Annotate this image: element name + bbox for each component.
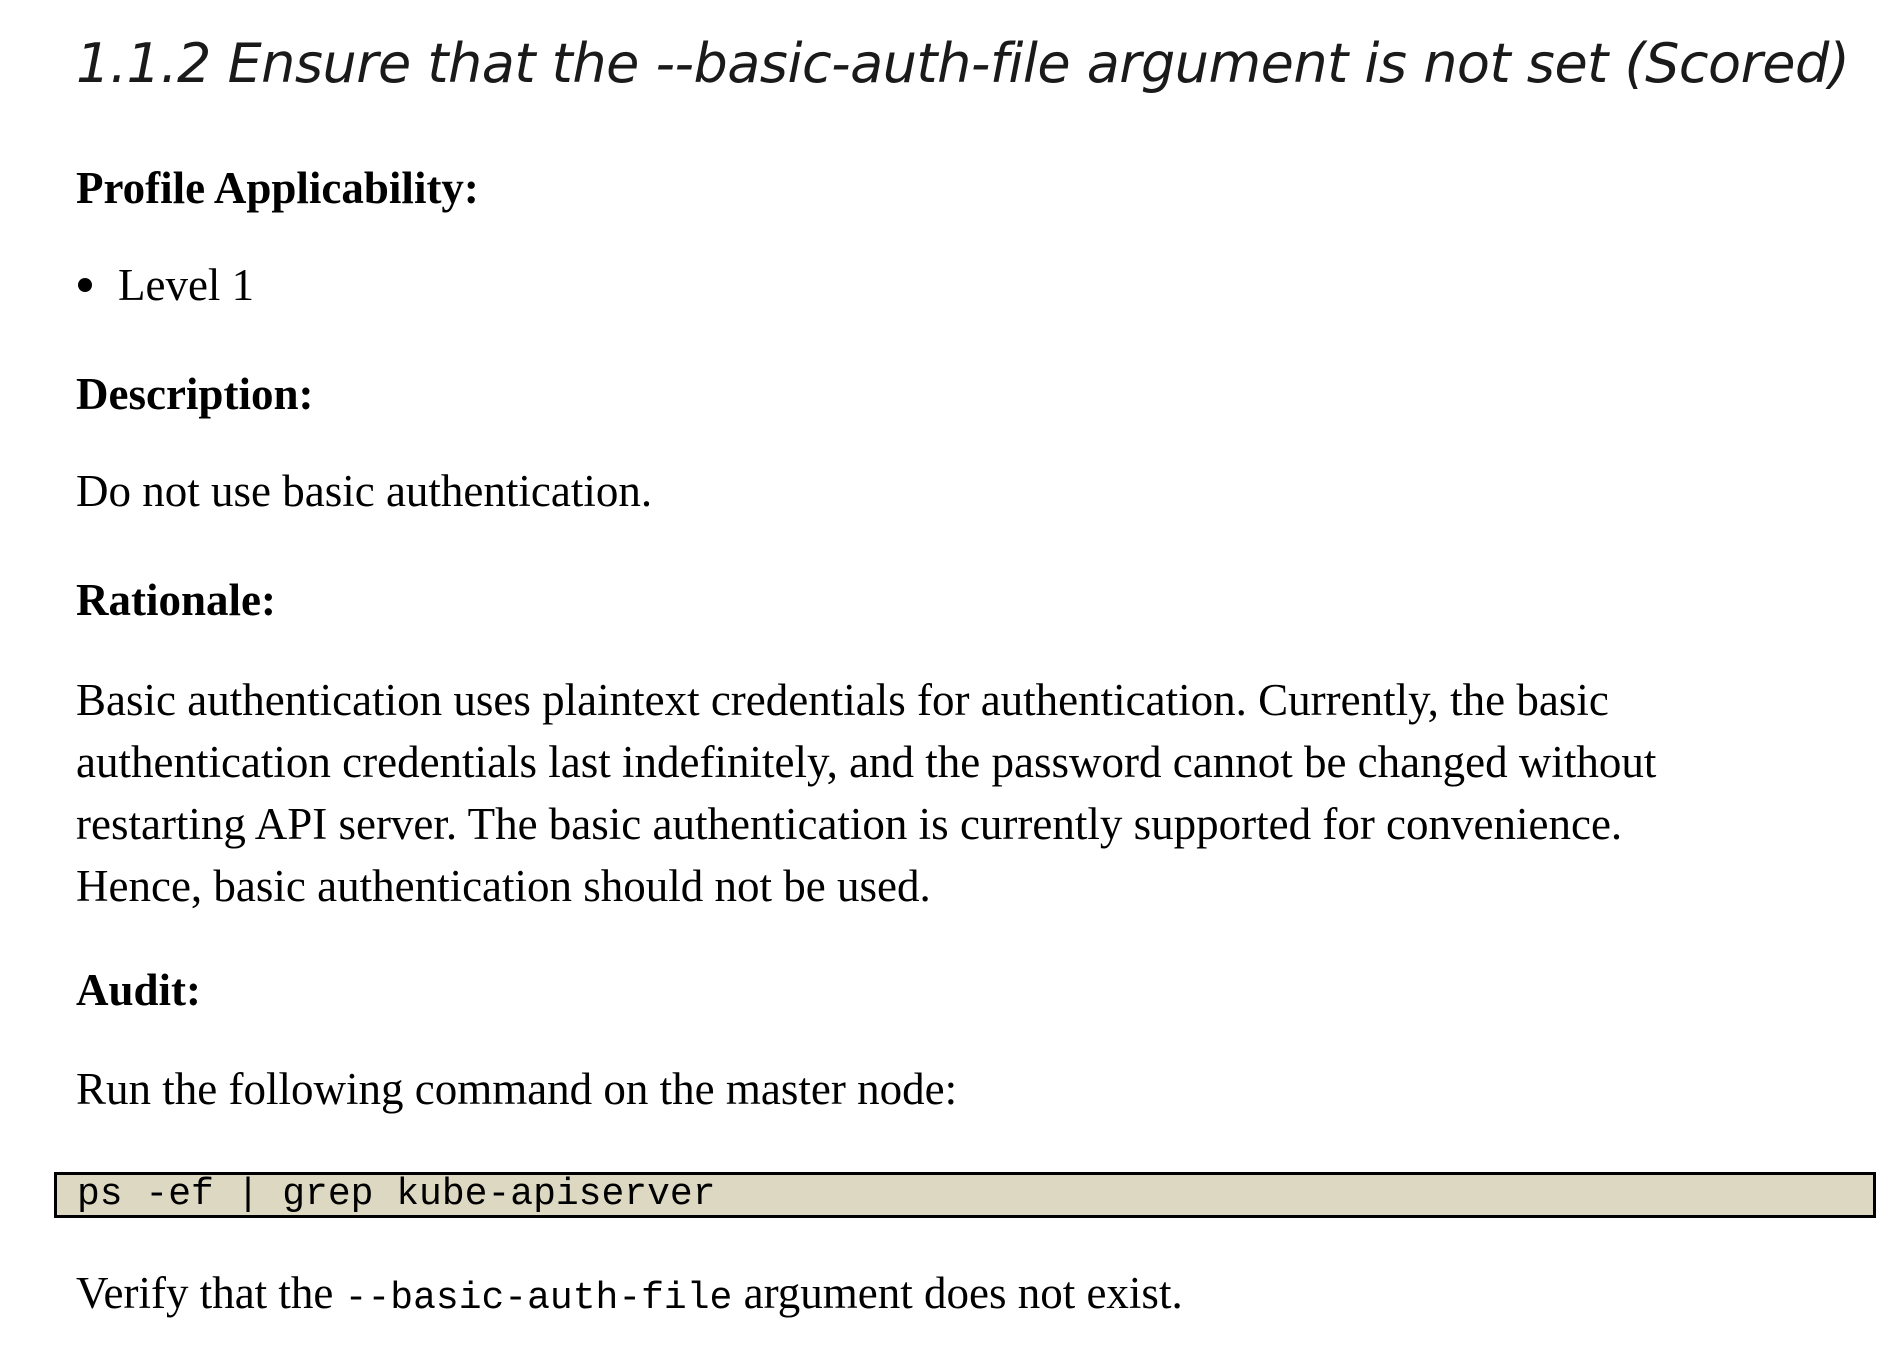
list-item [76, 257, 254, 313]
description-text: Do not use basic authentication. [76, 466, 653, 516]
rationale-line: authentication credentials last indefinitely, and the password cannot be changed without [76, 737, 1657, 787]
bullet-icon [78, 278, 92, 292]
list-item-label: Level 1 [118, 260, 255, 310]
audit-command: ps -ef | grep kube-apiserver [77, 1173, 716, 1216]
audit-verify-text [76, 1262, 1183, 1330]
description-heading: Description: [76, 369, 314, 419]
rationale-line: Hence, basic authentication should not be used. [76, 861, 931, 911]
rationale-line: Basic authentication uses plaintext credentials for authentication. Currently, the basic [76, 675, 1609, 725]
audit-intro-text: Run the following command on the master node: [76, 1064, 958, 1114]
section-title: 1.1.2 Ensure that the --basic-auth-file argument is not set (Scored) [76, 32, 1850, 95]
verify-argument-code: --basic-auth-file [344, 1277, 733, 1320]
audit-command-block [54, 1172, 1876, 1218]
rationale-heading: Rationale: [76, 575, 276, 625]
verify-prefix: Verify that the [76, 1268, 345, 1318]
rationale-text [76, 669, 1656, 917]
verify-suffix: argument does not exist. [732, 1268, 1183, 1318]
rationale-line: restarting API server. The basic authentication is currently supported for convenience. [76, 799, 1623, 849]
audit-heading: Audit: [76, 965, 202, 1015]
profile-applicability-heading: Profile Applicability: [76, 163, 479, 213]
profile-applicability-list [76, 257, 254, 313]
